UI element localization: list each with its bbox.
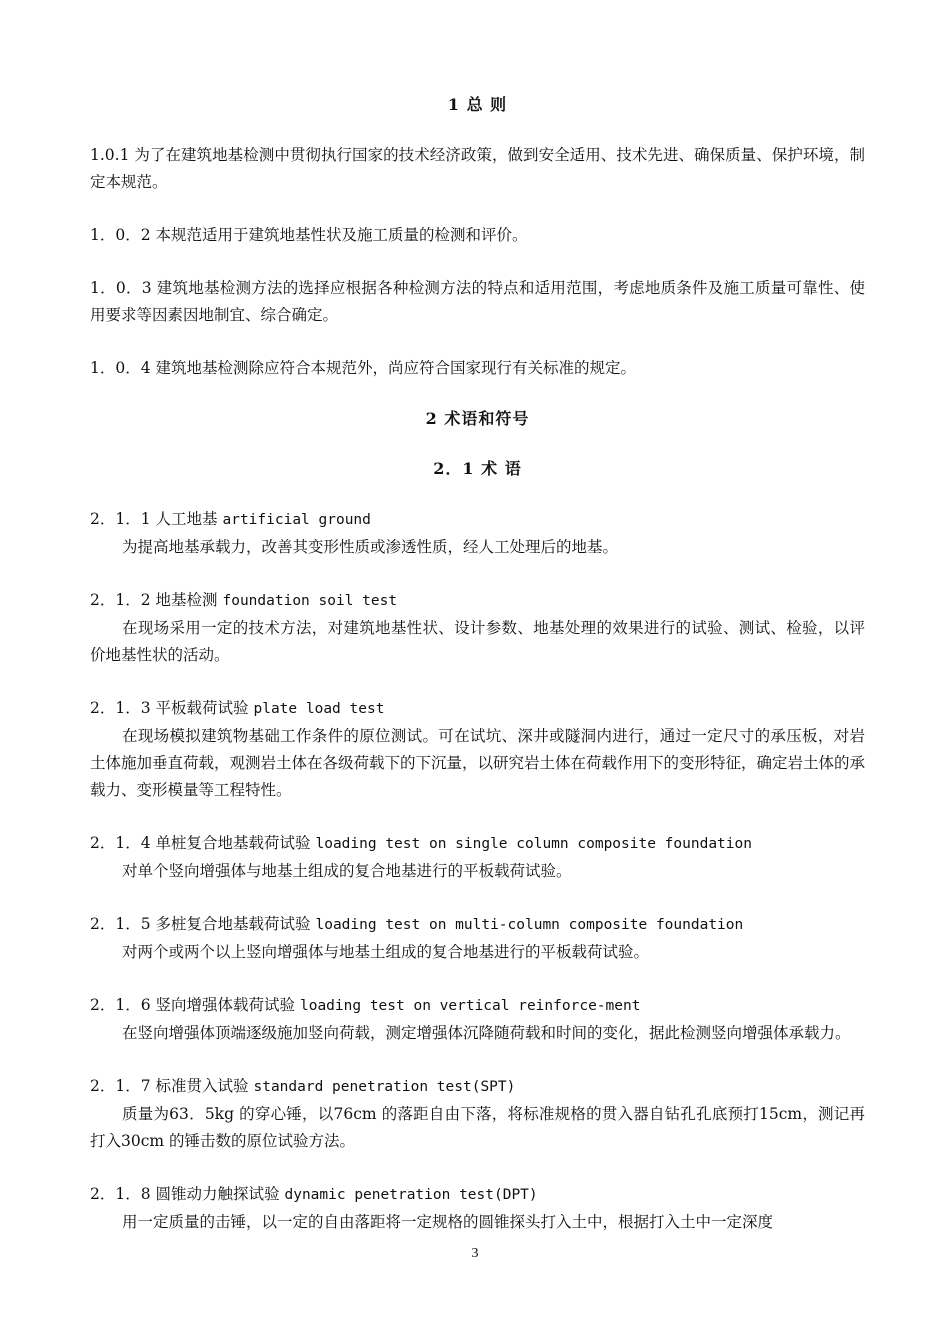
term-cn: 竖向增强体载荷试验 (155, 996, 296, 1014)
term-en: standard penetration test(SPT) (253, 1079, 516, 1095)
term-number: 2．1．1 (90, 510, 151, 528)
term-definition: 在现场采用一定的技术方法，对建筑地基性状、设计参数、地基处理的效果进行的试验、测试、检验，以评价地基性状的活动。 (90, 619, 865, 664)
chapter2-title: 2 术语和符号 (425, 409, 530, 428)
term-en: loading test on vertical reinforce-ment (299, 998, 641, 1014)
term-en: loading test on single column composite foundation (315, 836, 752, 852)
term-definition: 对单个竖向增强体与地基土组成的复合地基进行的平板载荷试验。 (122, 862, 572, 880)
term-2-1-6 (90, 992, 865, 1047)
term-2-1-4 (90, 830, 865, 885)
term-number: 2．1．2 (90, 591, 151, 609)
document-page (90, 92, 865, 1236)
term-cn: 圆锥动力触探试验 (155, 1185, 280, 1203)
term-cn: 标准贯入试验 (155, 1077, 249, 1095)
section-2-1-title: 2．1 术 语 (433, 459, 522, 478)
term-en: dynamic penetration test(DPT) (284, 1187, 538, 1203)
term-number: 2．1．5 (90, 915, 151, 933)
clause-1-0-3: 1．0．3 建筑地基检测方法的选择应根据各种检测方法的特点和适用范围，考虑地质条件及施工质量可靠性、使用要求等因素因地制宜、综合确定。 (90, 279, 865, 324)
term-2-1-2 (90, 587, 865, 669)
term-cn: 地基检测 (155, 591, 218, 609)
clause-1-0-2: 1．0．2 本规范适用于建筑地基性状及施工质量的检测和评价。 (90, 226, 528, 244)
term-en: plate load test (253, 701, 385, 717)
term-definition: 在现场模拟建筑物基础工作条件的原位测试。可在试坑、深井或隧洞内进行，通过一定尺寸的承压板，对岩土体施加垂直荷载，观测岩土体在各级荷载下的下沉量，以研究岩土体在荷载作用下的变形特征，确定岩土体的承载力、变形模量等工程特性。 (90, 727, 866, 799)
chapter1-title: 1 总 则 (447, 95, 508, 114)
term-number: 2．1．8 (90, 1185, 151, 1203)
term-number: 2．1．6 (90, 996, 151, 1014)
term-definition: 用一定质量的击锤，以一定的自由落距将一定规格的圆锥探头打入土中，根据打入土中一定深度 (122, 1213, 774, 1231)
term-en: foundation soil test (222, 593, 398, 609)
term-number: 2．1．3 (90, 699, 151, 717)
term-definition: 对两个或两个以上竖向增强体与地基土组成的复合地基进行的平板载荷试验。 (122, 943, 650, 961)
term-definition: 为提高地基承载力，改善其变形性质或渗透性质，经人工处理后的地基。 (122, 538, 619, 556)
term-cn: 平板载荷试验 (155, 699, 249, 717)
term-number: 2．1．7 (90, 1077, 151, 1095)
page-number: 3 (471, 1246, 479, 1261)
term-cn: 多桩复合地基载荷试验 (155, 915, 311, 933)
term-en: artificial ground (222, 512, 371, 528)
term-number: 2．1．4 (90, 834, 151, 852)
term-2-1-3 (90, 695, 865, 804)
clause-1-0-1: 1.0.1 为了在建筑地基检测中贯彻执行国家的技术经济政策，做到安全适用、技术先进、确保质量、保护环境，制定本规范。 (90, 146, 865, 191)
term-definition: 质量为63．5kg 的穿心锤，以76cm 的落距自由下落，将标准规格的贯入器自钻孔孔底预打15cm，测记再打入30cm 的锤击数的原位试验方法。 (90, 1105, 865, 1150)
term-2-1-5 (90, 911, 865, 966)
term-2-1-1 (90, 506, 865, 561)
term-definition: 在竖向增强体顶端逐级施加竖向荷载，测定增强体沉降随荷载和时间的变化，据此检测竖向增强体承载力。 (122, 1024, 851, 1042)
term-cn: 人工地基 (155, 510, 218, 528)
term-2-1-8 (90, 1181, 865, 1236)
term-cn: 单桩复合地基载荷试验 (155, 834, 311, 852)
clause-1-0-4: 1．0．4 建筑地基检测除应符合本规范外，尚应符合国家现行有关标准的规定。 (90, 359, 637, 377)
term-2-1-7 (90, 1073, 865, 1155)
term-en: loading test on multi-column composite foundation (315, 917, 744, 933)
